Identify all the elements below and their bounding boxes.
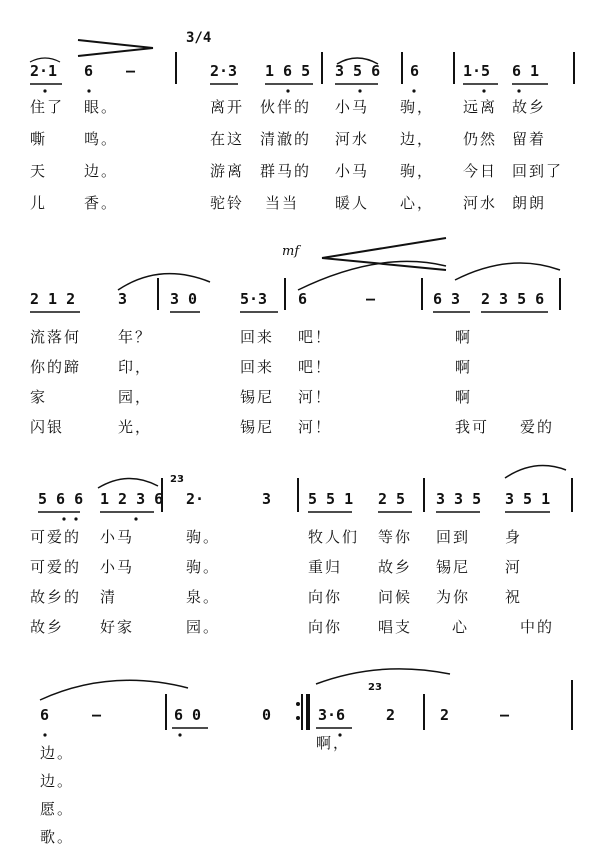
lyric: 啊 xyxy=(455,388,473,406)
lyric: 驼铃 xyxy=(210,194,245,212)
lyric: 眼。 xyxy=(84,98,119,116)
note-group: 2 xyxy=(386,706,396,724)
lyric: 锡尼 xyxy=(240,388,275,406)
lyric: 河！ xyxy=(298,388,333,406)
lyric: 边。 xyxy=(40,772,75,790)
lyric: 小马 xyxy=(335,98,370,116)
lyric: 园。 xyxy=(186,618,221,636)
lyric: 鸣。 xyxy=(84,130,119,148)
lyric: 可爱的 xyxy=(30,558,82,576)
lyric: 仍然 xyxy=(463,130,498,148)
lyric: 流落何 xyxy=(30,328,82,346)
note-group: 2 3 5 6 xyxy=(481,290,545,308)
lyric: 小马 xyxy=(100,558,135,576)
lyric: 边。 xyxy=(40,744,75,762)
lyric: 啊 xyxy=(455,328,473,346)
note-group: 0 xyxy=(262,706,272,724)
note-group: — xyxy=(500,706,510,724)
lyric: 光， xyxy=(118,418,153,436)
lyric: 伙伴的 xyxy=(260,98,312,116)
note-group: 6 1 xyxy=(512,62,540,80)
lyric: 边， xyxy=(400,130,435,148)
lyric: 回到了 xyxy=(512,162,564,180)
lyric: 河 xyxy=(505,558,523,576)
lyric: 回来 xyxy=(240,358,275,376)
lyric: 心， xyxy=(400,194,435,212)
lyric: 重归 xyxy=(308,558,343,576)
note-group: 1 6 5 xyxy=(265,62,311,80)
lyric: 心 xyxy=(452,618,470,636)
lyric: 在这 xyxy=(210,130,245,148)
lyric: 驹， xyxy=(400,162,435,180)
note-group: 3 5 6 xyxy=(335,62,381,80)
note-group: 3 xyxy=(118,290,128,308)
lyric: 好家 xyxy=(100,618,135,636)
lyric: 愿。 xyxy=(40,800,75,818)
time-signature: 3/4 xyxy=(186,30,212,46)
lyric: 家 xyxy=(30,388,48,406)
lyric: 嘶 xyxy=(30,130,48,148)
lyric: 香。 xyxy=(84,194,119,212)
note-group: 6 0 xyxy=(174,706,202,724)
lyric: 远离 xyxy=(463,98,498,116)
lyric: 儿 xyxy=(30,194,48,212)
grace-note: 23 xyxy=(368,682,382,693)
lyric: 故乡 xyxy=(30,618,65,636)
lyric: 为你 xyxy=(436,588,471,606)
lyric: 印， xyxy=(118,358,153,376)
lyric: 等你 xyxy=(378,528,413,546)
lyric: 吧！ xyxy=(298,328,333,346)
note-group: 6 xyxy=(410,62,420,80)
lyric: 牧人们 xyxy=(308,528,360,546)
lyric: 园， xyxy=(118,388,153,406)
lyric: 暖人 xyxy=(335,194,370,212)
lyric: 可爱的 xyxy=(30,528,82,546)
lyric: 唱支 xyxy=(378,618,413,636)
lyric: 回到 xyxy=(436,528,471,546)
note-group: — xyxy=(126,62,136,80)
lyric: 闪银 xyxy=(30,418,65,436)
note-group: — xyxy=(366,290,376,308)
note-group: 5 6 6 xyxy=(38,490,84,508)
lyric: 留着 xyxy=(512,130,547,148)
dynamic-marking: mf xyxy=(282,244,300,259)
note-group: 2· xyxy=(186,490,205,508)
lyric: 吧！ xyxy=(298,358,333,376)
lyric: 向你 xyxy=(308,618,343,636)
lyric: 歌。 xyxy=(40,828,75,846)
lyric: 清 xyxy=(100,588,118,606)
lyric: 年？ xyxy=(118,328,153,346)
lyric: 清澈的 xyxy=(260,130,312,148)
note-group: 3 3 5 xyxy=(436,490,482,508)
note-group: 6 3 xyxy=(433,290,461,308)
lyric: 河水 xyxy=(463,194,498,212)
lyric: 河水 xyxy=(335,130,370,148)
note-group: — xyxy=(92,706,102,724)
lyric: 啊 xyxy=(455,358,473,376)
lyric: 泉。 xyxy=(186,588,221,606)
note-group: 3 xyxy=(262,490,272,508)
lyric: 离开 xyxy=(210,98,245,116)
note-group: 2·3 xyxy=(210,62,238,80)
lyric: 游离 xyxy=(210,162,245,180)
lyric: 住了 xyxy=(30,98,65,116)
lyric: 故乡 xyxy=(512,98,547,116)
note-group: 5 5 1 xyxy=(308,490,354,508)
lyric: 故乡 xyxy=(378,558,413,576)
lyric: 群马的 xyxy=(260,162,312,180)
note-group: 6 xyxy=(298,290,308,308)
note-group: 3·6 xyxy=(318,706,346,724)
lyric: 回来 xyxy=(240,328,275,346)
note-group: 6 xyxy=(84,62,94,80)
lyric: 当当 xyxy=(265,194,300,212)
lyric: 身 xyxy=(505,528,523,546)
lyric: 祝 xyxy=(505,588,523,606)
lyric: 问候 xyxy=(378,588,413,606)
lyric: 你的蹄 xyxy=(30,358,82,376)
note-group: 6 xyxy=(40,706,50,724)
lyric: 向你 xyxy=(308,588,343,606)
lyric: 边。 xyxy=(84,162,119,180)
lyric: 故乡的 xyxy=(30,588,82,606)
lyric: 河！ xyxy=(298,418,333,436)
note-group: 2 5 xyxy=(378,490,406,508)
lyric: 驹。 xyxy=(186,528,221,546)
lyric: 爱的 xyxy=(520,418,555,436)
note-group: 5·3 xyxy=(240,290,268,308)
lyric: 天 xyxy=(30,162,48,180)
lyric: 啊， xyxy=(316,734,351,752)
lyric: 锡尼 xyxy=(436,558,471,576)
lyric: 小马 xyxy=(100,528,135,546)
lyric: 朗朗 xyxy=(512,194,547,212)
lyric: 今日 xyxy=(463,162,498,180)
note-group: 2 1 2 xyxy=(30,290,76,308)
lyric: 驹。 xyxy=(186,558,221,576)
lyric: 锡尼 xyxy=(240,418,275,436)
note-group: 1 2 3 6 xyxy=(100,490,164,508)
lyric: 我可 xyxy=(455,418,490,436)
note-group: 2 xyxy=(440,706,450,724)
note-group: 3 0 xyxy=(170,290,198,308)
grace-note: 23 xyxy=(170,474,184,485)
lyric: 小马 xyxy=(335,162,370,180)
note-group: 2·1 xyxy=(30,62,58,80)
lyric: 驹， xyxy=(400,98,435,116)
lyric: 中的 xyxy=(520,618,555,636)
note-group: 1·5 xyxy=(463,62,491,80)
note-group: 3 5 1 xyxy=(505,490,551,508)
